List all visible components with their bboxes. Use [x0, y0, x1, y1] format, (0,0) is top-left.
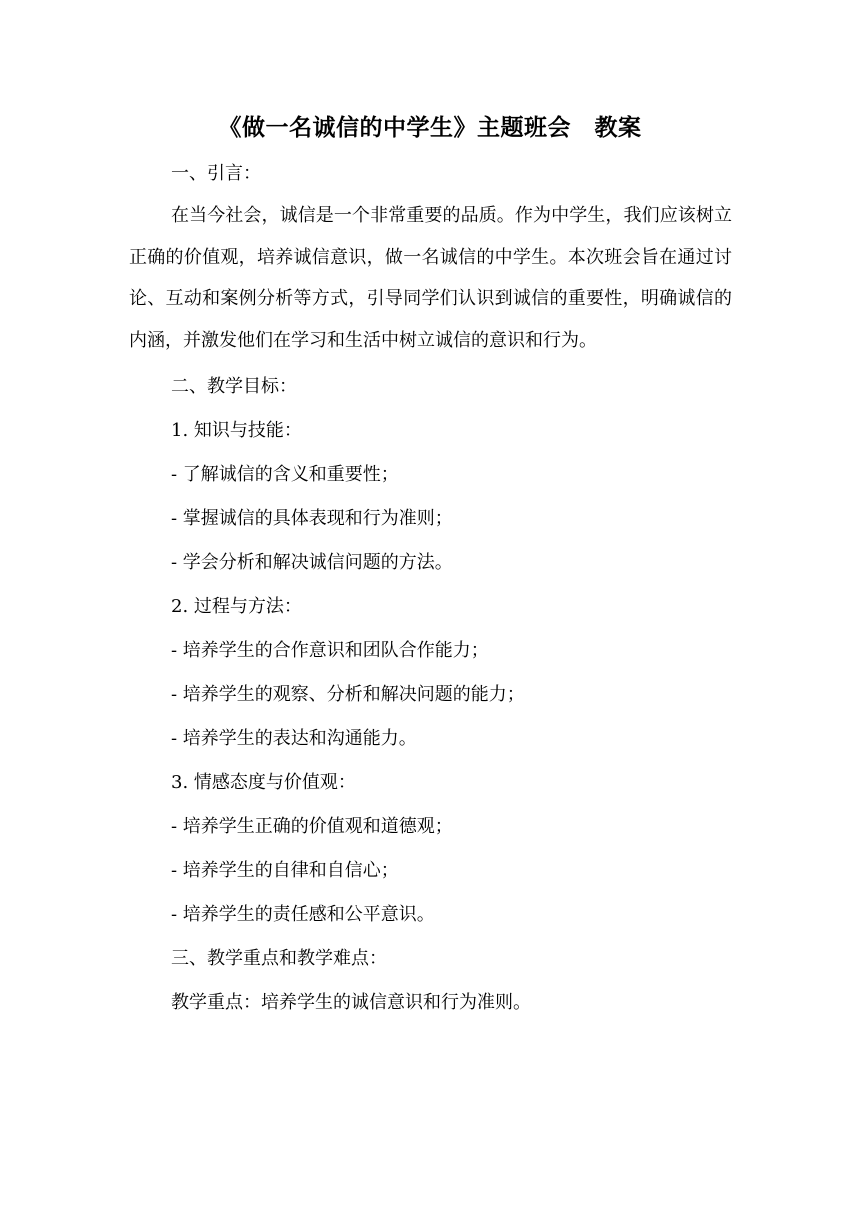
list-item: - 培养学生正确的价值观和道德观； [171, 816, 453, 838]
list-item: - 学会分析和解决诚信问题的方法。 [171, 552, 453, 574]
section-heading-focus: 三、教学重点和教学难点： [171, 948, 387, 970]
section-heading-intro: 一、引言： [171, 163, 261, 184]
goal-heading-knowledge: 1. 知识与技能： [171, 420, 302, 442]
section-heading-goals: 二、教学目标： [171, 376, 297, 398]
list-item: - 培养学生的责任感和公平意识。 [171, 904, 435, 926]
goal-heading-process: 2. 过程与方法： [171, 596, 302, 618]
list-item: - 培养学生的合作意识和团队合作能力； [171, 640, 489, 662]
focus-line: 教学重点：培养学生的诚信意识和行为准则。 [171, 992, 531, 1014]
list-item: - 培养学生的表达和沟通能力。 [171, 728, 417, 750]
goal-heading-values: 3. 情感态度与价值观： [171, 772, 356, 794]
list-item: - 培养学生的观察、分析和解决问题的能力； [171, 684, 525, 706]
document-body [129, 155, 732, 1025]
list-item: - 了解诚信的含义和重要性； [171, 464, 399, 486]
list-item: - 掌握诚信的具体表现和行为准则； [171, 508, 453, 530]
document-title: 《做一名诚信的中学生》主题班会 教案 [218, 115, 642, 141]
list-item: - 培养学生的自律和自信心； [171, 860, 399, 882]
intro-paragraph: 在当今社会，诚信是一个非常重要的品质。作为中学生，我们应该树立正确的价值观，培养诚信意识，做一名诚信的中学生。本次班会旨在通过讨论、互动和案例分析等方式，引导同学们认识到诚信的重要性，明确诚信的内涵，并激发他们在学习和生活中树立诚信的意识和行为。 [129, 205, 732, 351]
